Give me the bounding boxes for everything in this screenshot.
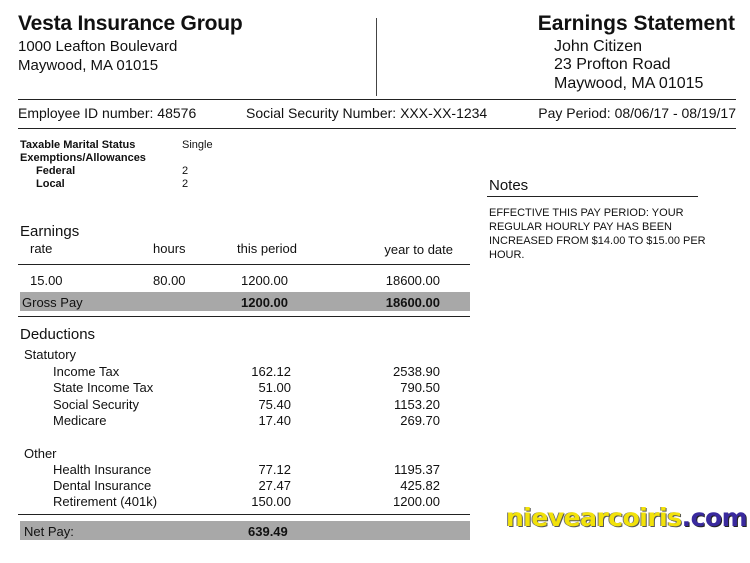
earnings-ytd: 18600.00 — [385, 273, 440, 288]
net-pay-band — [20, 521, 470, 540]
deductions-rule — [18, 514, 470, 515]
deduction-this-period: 150.00 — [251, 494, 291, 509]
pay-period-label: Pay Period: — [538, 105, 611, 121]
watermark-main: nievearcoiris — [506, 503, 682, 532]
other-label: Other — [24, 446, 57, 461]
deduction-label: Income Tax — [53, 364, 120, 379]
employee-id-field — [18, 105, 196, 121]
deduction-this-period: 162.12 — [251, 364, 291, 379]
deduction-label: Health Insurance — [53, 462, 152, 477]
earnings-header-hours: hours — [153, 241, 186, 256]
net-pay-value: 639.49 — [248, 524, 288, 539]
employee-address-line1: 23 Profton Road — [554, 56, 671, 73]
gross-pay-rule — [18, 316, 470, 317]
net-pay-label: Net Pay: — [24, 524, 74, 539]
deduction-label: State Income Tax — [53, 380, 154, 395]
deduction-this-period: 75.40 — [258, 397, 291, 412]
deduction-label: Dental Insurance — [53, 478, 152, 493]
employee-name: John Citizen — [554, 38, 643, 55]
watermark-tld: .com — [681, 503, 748, 532]
deduction-label: Medicare — [53, 413, 107, 428]
watermark — [506, 503, 747, 532]
statement-title: Earnings Statement — [537, 12, 735, 35]
deduction-ytd: 790.50 — [400, 380, 440, 395]
deduction-this-period: 27.47 — [258, 478, 291, 493]
deduction-this-period: 51.00 — [258, 380, 291, 395]
exemptions-label: Exemptions/Allowances — [20, 152, 146, 164]
deduction-ytd: 425.82 — [400, 478, 440, 493]
earnings-header-rule — [18, 264, 470, 265]
deduction-this-period: 77.12 — [258, 462, 291, 477]
earnings-title: Earnings — [20, 223, 80, 240]
local-label: Local — [36, 178, 65, 190]
marital-status-label: Taxable Marital Status — [20, 139, 136, 151]
federal-label: Federal — [36, 165, 76, 177]
deduction-ytd: 1153.20 — [393, 397, 440, 412]
deductions-title: Deductions — [20, 326, 96, 343]
ssn-label: Social Security Number: — [246, 105, 397, 121]
employee-id-value: 48576 — [157, 105, 197, 121]
ssn-field — [246, 105, 487, 121]
gross-pay-this-period: 1200.00 — [241, 295, 288, 310]
deduction-ytd: 1195.37 — [393, 462, 440, 477]
deduction-ytd: 2538.90 — [393, 364, 440, 379]
employee-id-label: Employee ID number: — [18, 105, 154, 121]
pay-period-field — [538, 105, 736, 121]
deduction-ytd: 269.70 — [400, 413, 440, 428]
deduction-ytd: 1200.00 — [393, 494, 440, 509]
id-row-top-rule — [18, 99, 736, 100]
notes-text: EFFECTIVE THIS PAY PERIOD: YOUR REGULAR HOURLY PAY HAS BEEN INCREASED FROM $14.00 TO $15.00 PER HOUR. — [489, 207, 706, 261]
statutory-label: Statutory — [24, 347, 77, 362]
pay-period-value: 08/06/17 - 08/19/17 — [614, 105, 736, 121]
earnings-header-this-period: this period — [237, 241, 297, 256]
deduction-label: Retirement (401k) — [53, 494, 158, 509]
company-name: Vesta Insurance Group — [18, 12, 243, 35]
earnings-header-ytd: year to date — [384, 242, 453, 257]
employee-address-line2: Maywood, MA 01015 — [554, 75, 704, 92]
earnings-rate: 15.00 — [30, 273, 63, 288]
deduction-label: Social Security — [53, 397, 139, 412]
earnings-hours: 80.00 — [153, 273, 186, 288]
notes-title: Notes — [489, 177, 529, 194]
earnings-header-rate: rate — [30, 241, 53, 256]
local-value: 2 — [182, 178, 189, 190]
id-row-bottom-rule — [18, 128, 736, 129]
ssn-value: XXX-XX-1234 — [400, 105, 488, 121]
earnings-this-period: 1200.00 — [241, 273, 288, 288]
notes-rule — [487, 196, 698, 197]
company-address-line1: 1000 Leafton Boulevard — [18, 38, 178, 55]
company-address-line2: Maywood, MA 01015 — [18, 57, 159, 74]
marital-status-value: Single — [182, 139, 213, 151]
header-divider — [376, 18, 377, 96]
deduction-this-period: 17.40 — [258, 413, 291, 428]
federal-value: 2 — [182, 165, 189, 177]
gross-pay-ytd: 18600.00 — [385, 295, 440, 310]
gross-pay-label: Gross Pay — [22, 295, 83, 310]
